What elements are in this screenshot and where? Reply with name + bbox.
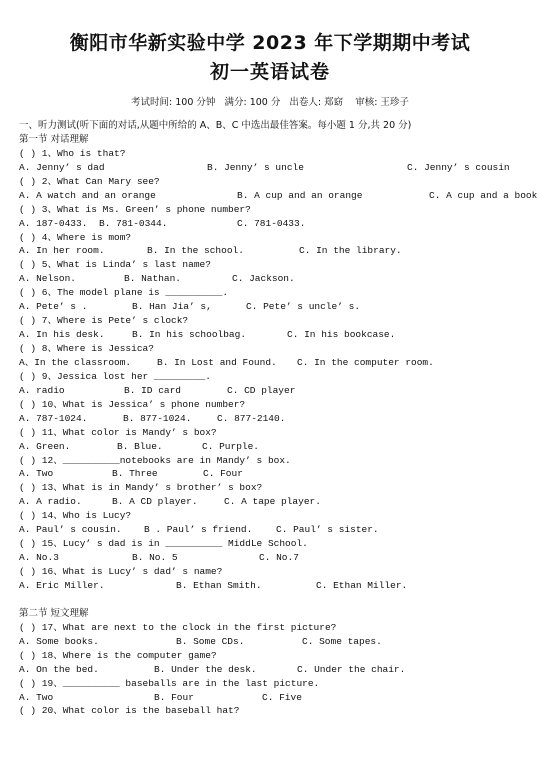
option-b[interactable]: B. A CD player. (112, 496, 198, 508)
option-b[interactable]: B. In his schoolbag. (132, 329, 247, 341)
exam-info: 考试时间: 100 分钟 满分: 100 分 出卷人: 郑窈 审核: 王珍子 (131, 97, 409, 108)
option-a[interactable]: A. Green. (19, 440, 71, 452)
option-b[interactable]: B. Han Jia’ s, (132, 301, 212, 313)
answer-options (19, 244, 534, 258)
option-b[interactable]: B. 781-0344. (99, 217, 168, 229)
section1-questions (19, 147, 538, 593)
option-b[interactable]: B. Jenny’ s uncle (207, 161, 304, 173)
answer-options (19, 272, 534, 286)
question-stem: ( ) 15、Lucy’ s dad is in __________ MiddLe School. (19, 538, 308, 550)
option-a[interactable]: A. Paul’ s cousin. (19, 524, 122, 536)
exam-body (19, 119, 538, 718)
option-a[interactable]: A. 187-0433. (19, 217, 88, 229)
question-stem: ( ) 18、Where is the computer game? (19, 649, 217, 661)
answer-options (19, 300, 534, 314)
question-stem: ( ) 19、__________ baseballs are in the last picture. (19, 677, 320, 689)
question-stem: ( ) 4、Where is mom? (19, 231, 132, 243)
option-c[interactable]: C. Pete’ s uncle’ s. (246, 301, 361, 313)
option-a[interactable]: A. Pete’ s . (19, 301, 88, 313)
answer-options (19, 495, 534, 509)
option-c[interactable]: C. Four (203, 468, 243, 480)
option-c[interactable]: C. Jenny’ s cousin (407, 161, 510, 173)
option-a[interactable]: A. A radio. (19, 496, 82, 508)
option-b[interactable]: B. 877-1024. (123, 412, 192, 424)
answer-options (19, 635, 534, 649)
question-stem: ( ) 9、Jessica lost her _________. (19, 370, 211, 382)
option-a[interactable]: A. 787-1024. (19, 412, 88, 424)
question-stem: ( ) 3、What is Ms. Green’ s phone number? (19, 203, 251, 215)
question-stem: ( ) 11、What color is Mandy’ s box? (19, 426, 217, 438)
answer-options (19, 663, 534, 677)
option-a[interactable]: A. A watch and an orange (19, 189, 156, 201)
option-a[interactable]: A. Two (19, 691, 54, 703)
answer-options (19, 551, 534, 565)
part1-heading: 一、听力测试(听下面的对话,从题中所给的 A、B、C 中选出最佳答案。每小题 1 分,共 20 分) (19, 120, 412, 131)
option-b[interactable]: B. A cup and an orange (237, 189, 363, 201)
option-c[interactable]: C. Purple. (202, 440, 260, 452)
option-b[interactable]: B. ID card (124, 384, 182, 396)
answer-options (19, 189, 538, 203)
question-stem: ( ) 7、Where is Pete’ s clock? (19, 315, 189, 327)
option-c[interactable]: C. Under the chair. (297, 663, 406, 675)
question-stem: ( ) 14、Who is Lucy? (19, 510, 132, 522)
answer-options (19, 691, 534, 705)
option-c[interactable]: C. No.7 (259, 552, 299, 564)
answer-options (19, 579, 534, 593)
option-c[interactable]: C. Jackson. (232, 273, 295, 285)
option-c[interactable]: C. A cup and a book (429, 189, 538, 201)
option-b[interactable]: B. Under the desk. (154, 663, 257, 675)
option-c[interactable]: C. Ethan Miller. (316, 579, 408, 591)
question-stem: ( ) 1、Who is that? (19, 147, 126, 159)
option-c[interactable]: C. 781-0433. (237, 217, 306, 229)
question-stem: ( ) 2、What Can Mary see? (19, 175, 160, 187)
option-b[interactable]: B. Nathan. (124, 273, 182, 285)
option-c[interactable]: C. Five (262, 691, 302, 703)
question-stem: ( ) 16、What is Lucy’ s dad’ s name? (19, 566, 223, 577)
option-a[interactable]: A. radio (19, 384, 65, 396)
option-c[interactable]: C. 877-2140. (217, 412, 286, 424)
question-stem: ( ) 12、__________notebooks are in Mandy’ s box. (19, 454, 291, 466)
question-stem: ( ) 20、What color is the baseball hat? (19, 705, 240, 717)
option-a[interactable]: A. Two (19, 468, 54, 480)
answer-options (19, 384, 534, 398)
option-c[interactable]: C. In the computer room. (297, 356, 434, 368)
question-stem: ( ) 6、The model plane is __________. (19, 287, 229, 299)
exam-title: 衡阳市华新实验中学 2023 年下学期期中考试 (69, 32, 471, 54)
option-b[interactable]: B. Three (112, 468, 158, 480)
question-stem: ( ) 17、What are next to the clock in the first picture? (19, 621, 337, 633)
option-c[interactable]: C. A tape player. (224, 496, 321, 508)
answer-options (19, 328, 534, 342)
exam-subtitle: 初一英语试卷 (209, 61, 330, 83)
option-c[interactable]: C. CD player (227, 384, 296, 396)
option-c[interactable]: C. In the library. (299, 245, 402, 257)
answer-options (19, 356, 534, 370)
section2-title: 第二节 短文理解 (19, 607, 89, 619)
option-a[interactable]: A、In the classroom. (19, 356, 132, 368)
option-c[interactable]: C. Some tapes. (302, 635, 382, 647)
answer-options (19, 161, 534, 175)
question-stem: ( ) 5、What is Linda’ s last name? (19, 259, 211, 271)
section2-questions (19, 621, 534, 719)
option-a[interactable]: A. In his desk. (19, 329, 105, 341)
option-a[interactable]: A. Eric Miller. (19, 579, 105, 591)
option-c[interactable]: C. Paul’ s sister. (276, 524, 379, 536)
answer-options (19, 217, 534, 231)
option-b[interactable]: B. In Lost and Found. (157, 356, 277, 368)
answer-options (19, 412, 534, 426)
option-b[interactable]: B. Four (154, 691, 194, 703)
option-b[interactable]: B. No. 5 (132, 552, 178, 564)
option-a[interactable]: A. No.3 (19, 552, 59, 564)
question-stem: ( ) 13、What is in Mandy’ s brother’ s box? (19, 482, 263, 494)
option-a[interactable]: A. On the bed. (19, 663, 99, 675)
option-a[interactable]: A. Jenny’ s dad (19, 161, 105, 173)
option-b[interactable]: B. Blue. (117, 440, 163, 452)
option-a[interactable]: A. Nelson. (19, 273, 77, 285)
answer-options (19, 523, 534, 537)
option-c[interactable]: C. In his bookcase. (287, 329, 396, 341)
option-a[interactable]: A. In her room. (19, 245, 105, 257)
answer-options (19, 440, 534, 454)
option-a[interactable]: A. Some books. (19, 635, 99, 647)
option-b[interactable]: B. Some CDs. (176, 635, 245, 647)
question-stem: ( ) 8、Where is Jessica? (19, 343, 154, 354)
option-b[interactable]: B. In the school. (147, 245, 244, 257)
answer-options (19, 467, 534, 481)
option-b[interactable]: B . Paul’ s friend. (144, 524, 253, 536)
section1-title: 第一节 对话理解 (19, 133, 89, 145)
option-b[interactable]: B. Ethan Smith. (176, 579, 262, 591)
question-stem: ( ) 10、What is Jessica’ s phone number? (19, 398, 246, 410)
